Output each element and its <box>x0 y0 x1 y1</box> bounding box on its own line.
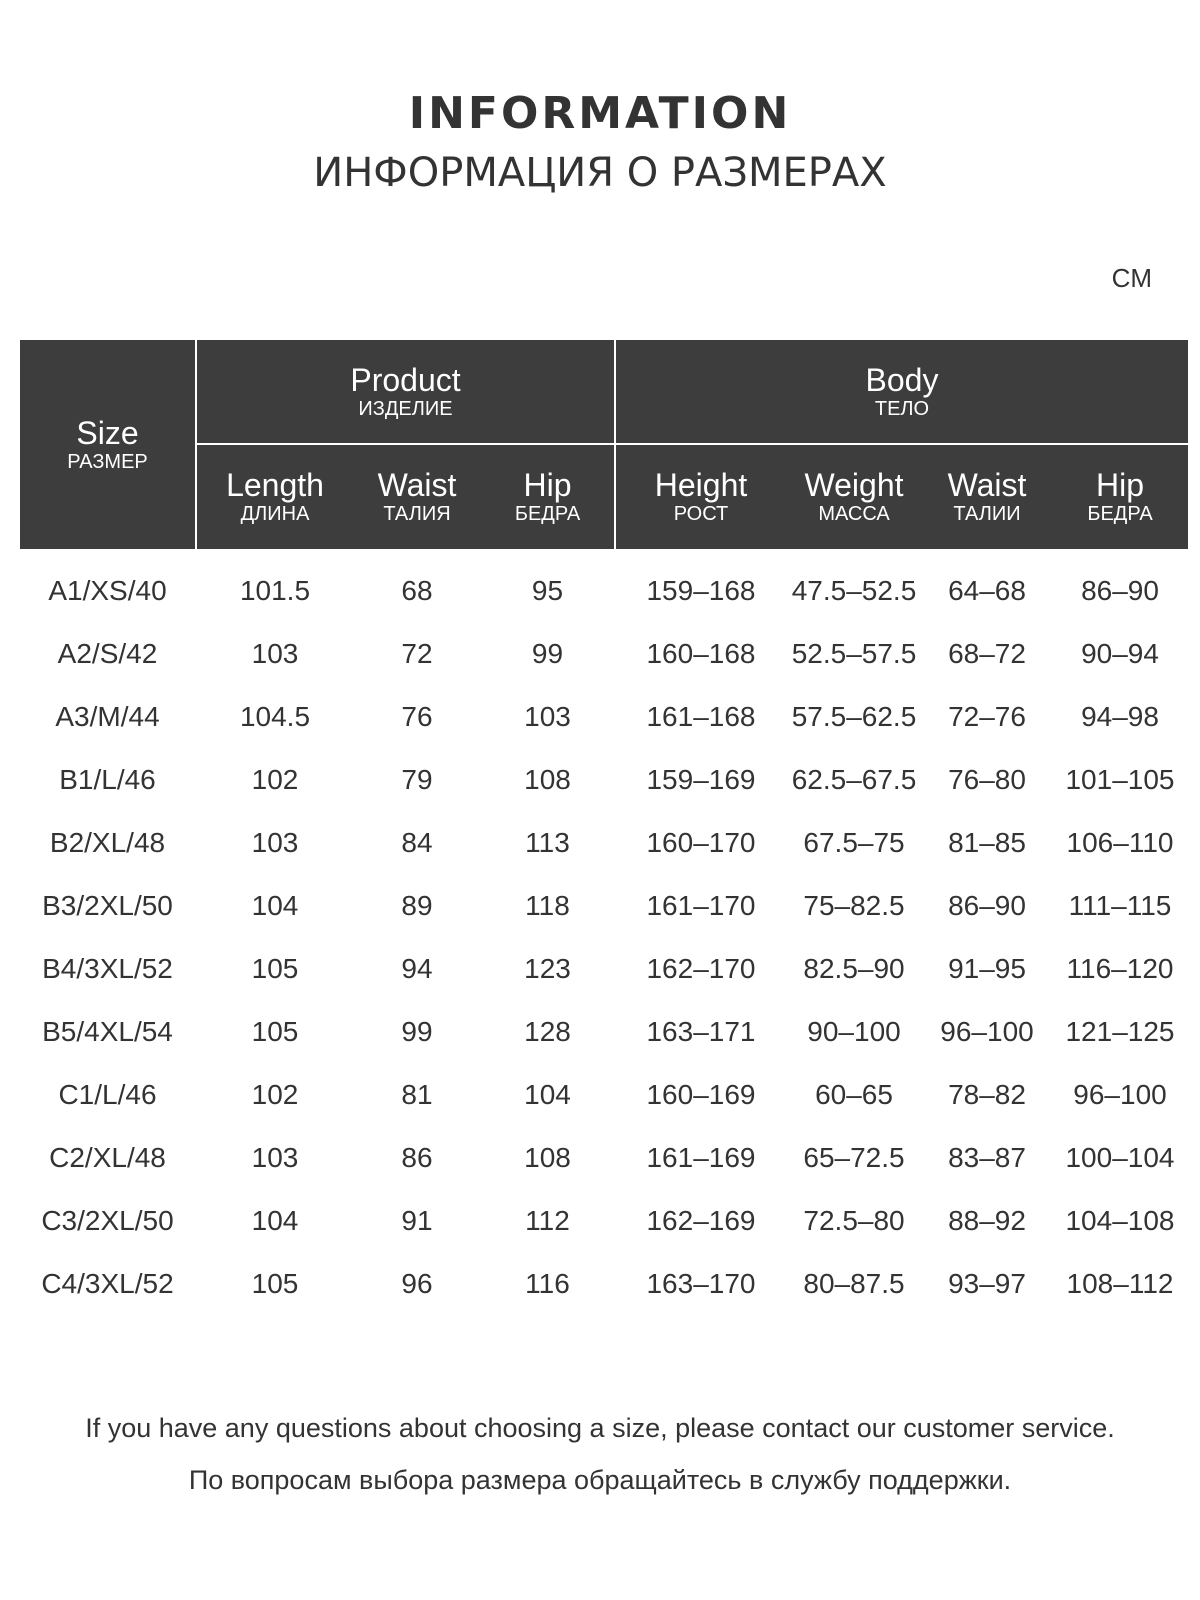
cell-product-hip: 103 <box>524 701 571 732</box>
cell-product-waist: 91 <box>401 1205 433 1236</box>
header-col-weight <box>786 445 922 549</box>
table-row <box>20 1063 1188 1126</box>
header-size-sub: РАЗМЕР <box>67 450 148 473</box>
cell-product-waist: 84 <box>401 827 433 858</box>
cell-length: 102 <box>251 1079 299 1110</box>
cell-length: 104 <box>251 890 299 921</box>
cell-product-waist: 89 <box>401 890 433 921</box>
cell-product-waist: 79 <box>401 764 433 795</box>
cell-body-hip: 94–98 <box>1081 701 1159 732</box>
cell-height: 160–169 <box>646 1079 756 1110</box>
cell-weight: 57.5–62.5 <box>791 701 917 732</box>
header-col-product-waist <box>353 445 481 549</box>
cell-size: C2/XL/48 <box>49 1142 166 1173</box>
cell-height: 162–169 <box>646 1205 756 1236</box>
table-row <box>20 685 1188 748</box>
header-col-label: Waist <box>377 467 457 503</box>
cell-product-waist: 81 <box>401 1079 433 1110</box>
cell-body-hip: 100–104 <box>1065 1142 1175 1173</box>
cell-height: 160–170 <box>646 827 756 858</box>
table-row <box>20 1126 1188 1189</box>
cell-height: 163–171 <box>646 1016 756 1047</box>
header-col-sub: БЕДРА <box>514 503 581 525</box>
cell-body-hip: 86–90 <box>1081 575 1159 606</box>
cell-weight: 65–72.5 <box>803 1142 905 1173</box>
header-product <box>197 340 614 443</box>
cell-weight: 60–65 <box>815 1079 893 1110</box>
header-col-sub: ТАЛИИ <box>953 503 1021 525</box>
cell-body-waist: 91–95 <box>948 953 1026 984</box>
cell-weight: 62.5–67.5 <box>791 764 917 795</box>
footer-note-en: If you have any questions about choosing a size, please contact our customer service. <box>85 1413 1115 1443</box>
header-col-label: Waist <box>947 467 1027 503</box>
header-col-sub: МАССА <box>818 503 890 525</box>
size-table-body <box>20 559 1188 1315</box>
cell-product-hip: 108 <box>524 764 571 795</box>
cell-body-hip: 111–115 <box>1068 890 1172 921</box>
cell-height: 159–168 <box>646 575 756 606</box>
cell-size: C4/3XL/52 <box>41 1268 174 1299</box>
unit-label: CM <box>1111 263 1152 293</box>
cell-size: A3/M/44 <box>55 701 160 732</box>
cell-body-waist: 86–90 <box>948 890 1026 921</box>
cell-length: 101.5 <box>239 575 311 606</box>
cell-body-hip: 106–110 <box>1066 827 1174 858</box>
table-row <box>20 1252 1188 1315</box>
cell-body-waist: 72–76 <box>948 701 1026 732</box>
cell-length: 105 <box>251 1016 299 1047</box>
cell-length: 105 <box>251 1268 299 1299</box>
cell-body-hip: 121–125 <box>1065 1016 1175 1047</box>
cell-height: 161–169 <box>646 1142 756 1173</box>
cell-body-hip: 101–105 <box>1065 764 1175 795</box>
cell-body-waist: 68–72 <box>948 638 1026 669</box>
header-col-sub: ТАЛИЯ <box>383 503 451 525</box>
cell-size: B5/4XL/54 <box>42 1016 173 1047</box>
header-product-sub: ИЗДЕЛИЕ <box>358 397 453 420</box>
cell-body-waist: 81–85 <box>948 827 1026 858</box>
cell-size: C3/2XL/50 <box>41 1205 174 1236</box>
header-col-label: Height <box>654 467 748 503</box>
cell-size: B4/3XL/52 <box>42 953 173 984</box>
cell-product-hip: 112 <box>525 1205 570 1236</box>
cell-body-waist: 88–92 <box>948 1205 1026 1236</box>
header-col-length <box>197 445 353 549</box>
table-row <box>20 622 1188 685</box>
header-body <box>616 340 1188 443</box>
cell-size: A2/S/42 <box>57 638 158 669</box>
header-size <box>20 340 195 549</box>
cell-product-waist: 96 <box>401 1268 433 1299</box>
cell-size: C1/L/46 <box>58 1079 157 1110</box>
header-col-body-waist <box>922 445 1052 549</box>
cell-weight: 90–100 <box>807 1016 901 1047</box>
header-col-sub: ДЛИНА <box>240 503 310 525</box>
cell-length: 103 <box>251 1142 299 1173</box>
cell-body-waist: 64–68 <box>948 575 1026 606</box>
cell-size: B2/XL/48 <box>49 827 166 858</box>
header-col-height <box>616 445 786 549</box>
table-row <box>20 811 1188 874</box>
cell-height: 162–170 <box>646 953 756 984</box>
cell-weight: 52.5–57.5 <box>791 638 917 669</box>
cell-weight: 82.5–90 <box>803 953 905 984</box>
cell-product-hip: 113 <box>525 827 570 858</box>
cell-body-waist: 83–87 <box>948 1142 1026 1173</box>
table-row <box>20 1189 1188 1252</box>
header-col-product-hip <box>481 445 614 549</box>
header-col-body-hip <box>1052 445 1188 549</box>
cell-product-waist: 94 <box>401 953 433 984</box>
divider-horizontal <box>197 443 1188 445</box>
table-row <box>20 874 1188 937</box>
header-col-sub: БЕДРА <box>1087 503 1153 525</box>
cell-height: 163–170 <box>646 1268 756 1299</box>
cell-body-hip: 96–100 <box>1073 1079 1167 1110</box>
cell-size: B3/2XL/50 <box>42 890 173 921</box>
cell-product-waist: 86 <box>401 1142 433 1173</box>
cell-weight: 75–82.5 <box>803 890 905 921</box>
cell-body-waist: 93–97 <box>948 1268 1026 1299</box>
cell-body-hip: 90–94 <box>1081 638 1159 669</box>
cell-weight: 72.5–80 <box>803 1205 905 1236</box>
cell-product-hip: 104 <box>524 1079 571 1110</box>
cell-product-hip: 99 <box>531 638 564 669</box>
cell-length: 104 <box>251 1205 299 1236</box>
cell-body-hip: 104–108 <box>1065 1205 1175 1236</box>
cell-body-hip: 108–112 <box>1066 1268 1174 1299</box>
header-col-label: Weight <box>804 467 904 503</box>
header-col-sub: РОСТ <box>673 503 729 525</box>
size-table-header <box>20 340 1188 549</box>
table-row <box>20 748 1188 811</box>
page-subtitle: ИНФОРМАЦИЯ О РАЗМЕРАХ <box>313 150 887 196</box>
cell-product-waist: 76 <box>401 701 433 732</box>
cell-product-hip: 118 <box>525 890 570 921</box>
cell-height: 160–168 <box>646 638 756 669</box>
cell-product-waist: 72 <box>401 638 433 669</box>
cell-product-hip: 123 <box>524 953 571 984</box>
cell-product-hip: 128 <box>524 1016 571 1047</box>
page-title: INFORMATION <box>408 88 792 139</box>
cell-height: 161–170 <box>646 890 756 921</box>
cell-length: 103 <box>251 638 299 669</box>
cell-product-hip: 95 <box>531 575 564 606</box>
header-col-label: Hip <box>1095 467 1144 503</box>
cell-size: A1/XS/40 <box>48 575 167 606</box>
cell-height: 159–169 <box>646 764 756 795</box>
cell-length: 105 <box>251 953 299 984</box>
cell-length: 104.5 <box>239 701 311 732</box>
cell-length: 103 <box>251 827 299 858</box>
cell-body-waist: 96–100 <box>940 1016 1034 1047</box>
cell-body-waist: 78–82 <box>948 1079 1026 1110</box>
cell-product-hip: 108 <box>524 1142 571 1173</box>
cell-body-waist: 76–80 <box>948 764 1026 795</box>
cell-weight: 67.5–75 <box>803 827 905 858</box>
cell-height: 161–168 <box>646 701 756 732</box>
cell-length: 102 <box>251 764 299 795</box>
header-col-label: Hip <box>523 467 572 503</box>
header-product-label: Product <box>350 361 461 398</box>
cell-product-waist: 99 <box>401 1016 433 1047</box>
table-row <box>20 1000 1188 1063</box>
table-row <box>20 559 1188 622</box>
header-body-sub: ТЕЛО <box>874 397 930 420</box>
header-body-label: Body <box>865 361 939 398</box>
header-col-label: Length <box>226 467 324 503</box>
cell-product-hip: 116 <box>525 1268 570 1299</box>
table-row <box>20 937 1188 1000</box>
cell-weight: 47.5–52.5 <box>791 575 917 606</box>
cell-size: B1/L/46 <box>59 764 156 795</box>
footer-note-ru: По вопросам выбора размера обращайтесь в службу поддержки. <box>188 1465 1012 1495</box>
header-size-label: Size <box>76 414 139 451</box>
cell-weight: 80–87.5 <box>803 1268 905 1299</box>
cell-product-waist: 68 <box>401 575 433 606</box>
cell-body-hip: 116–120 <box>1066 953 1174 984</box>
